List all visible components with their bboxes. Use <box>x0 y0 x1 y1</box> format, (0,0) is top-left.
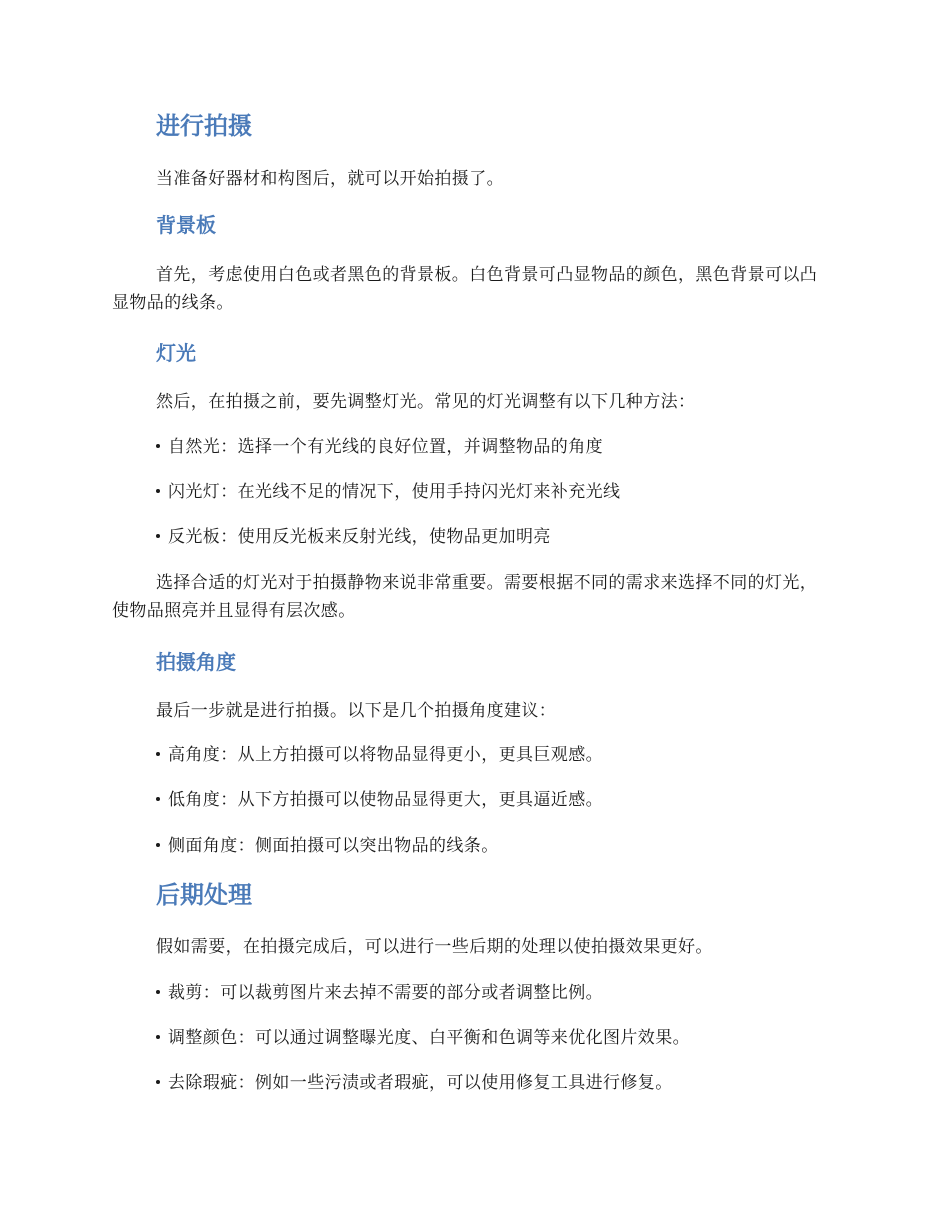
list-item-angle-3 <box>156 833 499 859</box>
bullet-dot-icon <box>156 1080 160 1084</box>
bullet-dot-icon <box>156 534 160 538</box>
bullet-dot-icon <box>156 843 160 847</box>
paragraph-shooting-intro: 当准备好器材和构图后，就可以开始拍摄了。 <box>156 169 504 189</box>
list-item-text: 侧面角度：侧面拍摄可以突出物品的线条。 <box>168 836 499 856</box>
list-item-text: 调整颜色：可以通过调整曝光度、白平衡和色调等来优化图片效果。 <box>168 1028 690 1048</box>
list-item-angle-2 <box>156 787 603 813</box>
list-item-post-2 <box>156 1025 690 1051</box>
list-item-post-3 <box>156 1070 673 1096</box>
paragraph-post-intro: 假如需要，在拍摄完成后，可以进行一些后期的处理以使拍摄效果更好。 <box>156 937 713 957</box>
bullet-dot-icon <box>156 797 160 801</box>
bullet-dot-icon <box>156 444 160 448</box>
heading-angle: 拍摄角度 <box>156 650 236 674</box>
list-item-text: 高角度：从上方拍摄可以将物品显得更小，更具巨观感。 <box>168 745 603 765</box>
bullet-dot-icon <box>156 990 160 994</box>
list-item-lighting-1 <box>156 434 603 460</box>
heading-background: 背景板 <box>156 213 216 237</box>
list-item-lighting-2 <box>156 479 620 505</box>
list-item-lighting-3 <box>156 524 551 550</box>
list-item-post-1 <box>156 980 603 1006</box>
list-item-text: 裁剪：可以裁剪图片来去掉不需要的部分或者调整比例。 <box>168 983 603 1003</box>
paragraph-lighting-intro: 然后，在拍摄之前，要先调整灯光。常见的灯光调整有以下几种方法： <box>156 392 696 412</box>
heading-lighting: 灯光 <box>156 341 196 365</box>
paragraph-angle-intro: 最后一步就是进行拍摄。以下是几个拍摄角度建议： <box>156 701 557 721</box>
list-item-text: 低角度：从下方拍摄可以使物品显得更大，更具逼近感。 <box>168 790 603 810</box>
list-item-angle-1 <box>156 742 603 768</box>
heading-post: 后期处理 <box>156 881 252 909</box>
bullet-dot-icon <box>156 752 160 756</box>
list-item-text: 闪光灯：在光线不足的情况下，使用手持闪光灯来补充光线 <box>168 482 621 502</box>
list-item-text: 反光板：使用反光板来反射光线，使物品更加明亮 <box>168 527 551 547</box>
bullet-dot-icon <box>156 489 160 493</box>
list-item-text: 自然光：选择一个有光线的良好位置，并调整物品的角度 <box>168 437 603 457</box>
list-item-text: 去除瑕疵：例如一些污渍或者瑕疵，可以使用修复工具进行修复。 <box>168 1073 673 1093</box>
bullet-dot-icon <box>156 1035 160 1039</box>
paragraph-background: 首先，考虑使用白色或者黑色的背景板。白色背景可凸显物品的颜色，黑色背景可以凸显物品的线条。 <box>112 265 818 313</box>
paragraph-lighting-outro: 选择合适的灯光对于拍摄静物来说非常重要。需要根据不同的需求来选择不同的灯光，使物品照亮并且显得有层次感。 <box>112 573 818 621</box>
heading-shooting: 进行拍摄 <box>156 112 252 140</box>
